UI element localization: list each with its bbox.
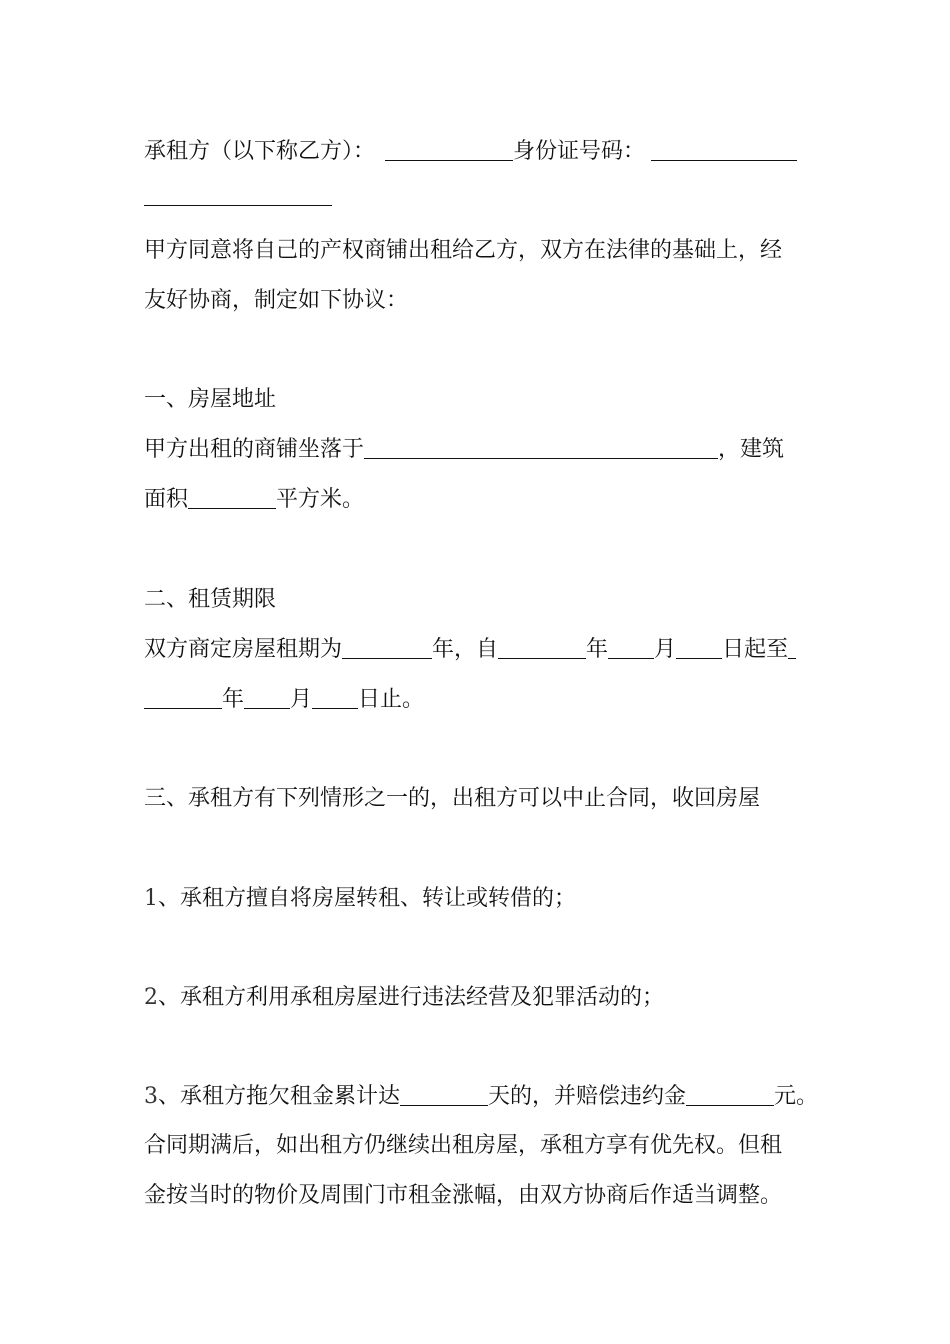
penalty-amount-blank[interactable] bbox=[686, 1083, 774, 1106]
intro-line-1: 甲方同意将自己的产权商铺出租给乙方，双方在法律的基础上，经 bbox=[144, 238, 783, 263]
section-2-line-2 bbox=[144, 685, 814, 715]
end-day-blank[interactable] bbox=[312, 686, 358, 709]
end-day-label: 日止。 bbox=[358, 687, 425, 712]
priority-line-2: 金按当时的物价及周围门市租金涨幅，由双方协商后作适当调整。 bbox=[144, 1183, 783, 1208]
section-1-line-2 bbox=[144, 485, 814, 515]
item-2-text: 、承租方利用承租房屋进行违法经营及犯罪活动的； bbox=[158, 985, 665, 1010]
end-year-blank-start[interactable] bbox=[788, 636, 796, 659]
area-label: 面积 bbox=[144, 487, 189, 512]
area-unit: 平方米。 bbox=[276, 487, 365, 512]
address-label: 甲方出租的商铺坐落于 bbox=[144, 437, 365, 462]
end-year-label: 年 bbox=[222, 687, 245, 712]
start-year-label: 年 bbox=[586, 637, 609, 662]
end-month-blank[interactable] bbox=[244, 686, 290, 709]
area-blank[interactable] bbox=[188, 486, 276, 509]
item-2-number: 2 bbox=[144, 985, 158, 1010]
id-continuation-line bbox=[144, 182, 814, 212]
address-blank[interactable] bbox=[364, 436, 718, 459]
id-number-blank[interactable] bbox=[651, 138, 797, 161]
priority-line-1: 合同期满后，如出租方仍继续出租房屋，承租方享有优先权。但租 bbox=[144, 1133, 783, 1158]
term-from-label: 年，自 bbox=[432, 637, 499, 662]
section-1-line-1 bbox=[144, 435, 814, 465]
item-3-number: 3 bbox=[144, 1084, 158, 1109]
end-month-label: 月 bbox=[290, 687, 313, 712]
start-day-label: 日起至 bbox=[722, 637, 789, 662]
end-year-blank[interactable] bbox=[144, 686, 222, 709]
item-1-number: 1 bbox=[144, 886, 158, 911]
lessee-name-blank[interactable] bbox=[385, 138, 513, 161]
start-day-blank[interactable] bbox=[676, 636, 722, 659]
building-label: ，建筑 bbox=[718, 437, 785, 462]
section-3-title: 三、承租方有下列情形之一的，出租方可以中止合同，收回房屋 bbox=[144, 786, 761, 811]
start-year-blank[interactable] bbox=[498, 636, 586, 659]
section-1-title: 一、房屋地址 bbox=[144, 387, 277, 412]
item-3-text-a: 、承租方拖欠租金累计达 bbox=[158, 1084, 401, 1109]
start-month-label: 月 bbox=[654, 637, 677, 662]
term-years-blank[interactable] bbox=[342, 636, 432, 659]
term-label: 双方商定房屋租期为 bbox=[144, 637, 343, 662]
intro-line-2: 友好协商，制定如下协议： bbox=[144, 288, 409, 313]
lessee-label: 承租方（以下称乙方）： bbox=[144, 139, 376, 164]
item-1 bbox=[144, 884, 814, 914]
section-2-line-1 bbox=[144, 635, 814, 665]
item-3-text-c: 元。 bbox=[774, 1084, 819, 1109]
item-3-text-b: 天的，并赔偿违约金 bbox=[488, 1084, 687, 1109]
start-month-blank[interactable] bbox=[608, 636, 654, 659]
item-3 bbox=[144, 1082, 819, 1112]
lessee-line bbox=[144, 137, 814, 167]
overdue-days-blank[interactable] bbox=[400, 1083, 488, 1106]
item-1-text: 、承租方擅自将房屋转租、转让或转借的； bbox=[158, 886, 577, 911]
id-number-label: 身份证号码： bbox=[513, 139, 646, 164]
item-2 bbox=[144, 983, 814, 1013]
section-2-title: 二、租赁期限 bbox=[144, 587, 277, 612]
id-number-blank-continued[interactable] bbox=[144, 183, 332, 206]
